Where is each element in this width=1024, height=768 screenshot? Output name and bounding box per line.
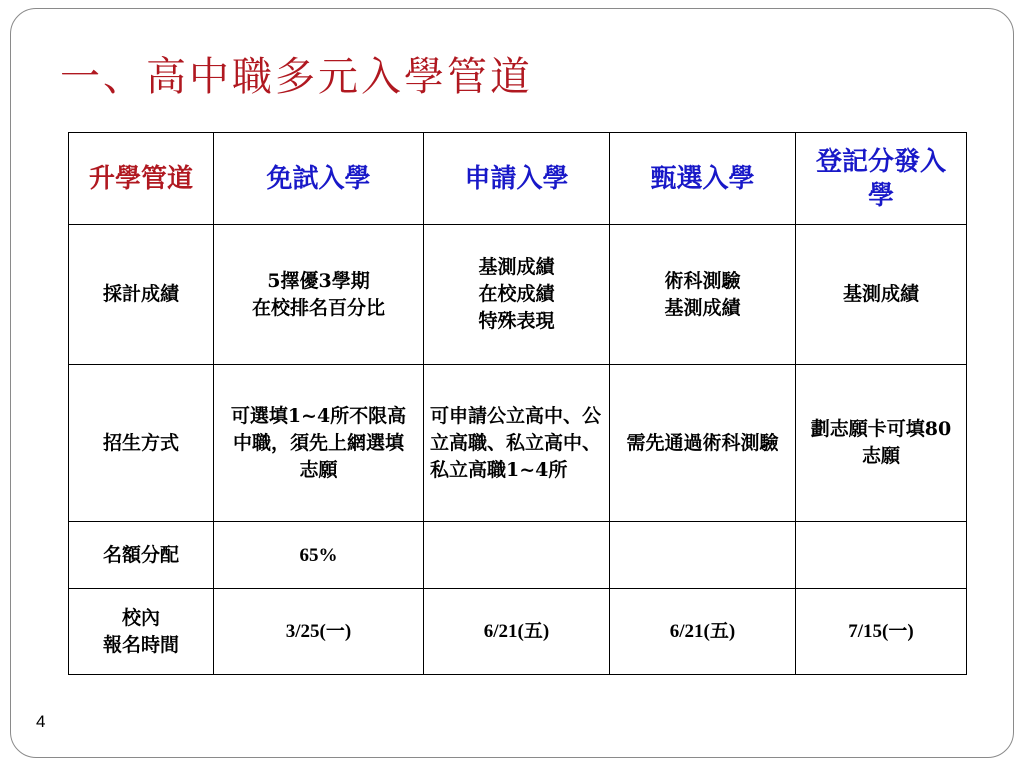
table-cell: 6/21(五) [610,589,796,675]
table-cell [610,522,796,589]
table-cell: 7/15(一) [796,589,967,675]
table-cell [424,522,610,589]
table-header-row [69,133,967,225]
admission-channels-table [68,132,967,675]
table-row [69,365,967,522]
header-row-label: 升學管道 [69,133,214,225]
row-label: 名額分配 [69,522,214,589]
table-cell: 可選填1~4所不限高中職，須先上網選填志願 [214,365,424,522]
table-cell: 基測成績 [796,225,967,365]
table-cell: 可申請公立高中、公立高職、私立高中、私立高職1~4所 [424,365,610,522]
page-number: 4 [36,712,46,731]
table-cell: 術科測驗 基測成績 [610,225,796,365]
table-row [69,522,967,589]
table-row [69,589,967,675]
row-label: 校內 報名時間 [69,589,214,675]
header-registration-allocation: 登記分發入學 [796,133,967,225]
table-row [69,225,967,365]
table-cell: 劃志願卡可填80志願 [796,365,967,522]
table-cell: 需先通過術科測驗 [610,365,796,522]
table-cell: 基測成績 在校成績 特殊表現 [424,225,610,365]
row-label: 採計成績 [69,225,214,365]
table-cell: 65% [214,522,424,589]
header-selection-admission: 甄選入學 [610,133,796,225]
table-cell: 5擇優3學期 在校排名百分比 [214,225,424,365]
row-label: 招生方式 [69,365,214,522]
slide-title: 一、高中職多元入學管道 [60,54,533,100]
header-free-admission: 免試入學 [214,133,424,225]
table-cell: 6/21(五) [424,589,610,675]
header-application-admission: 申請入學 [424,133,610,225]
table-cell [796,522,967,589]
table-cell: 3/25(一) [214,589,424,675]
